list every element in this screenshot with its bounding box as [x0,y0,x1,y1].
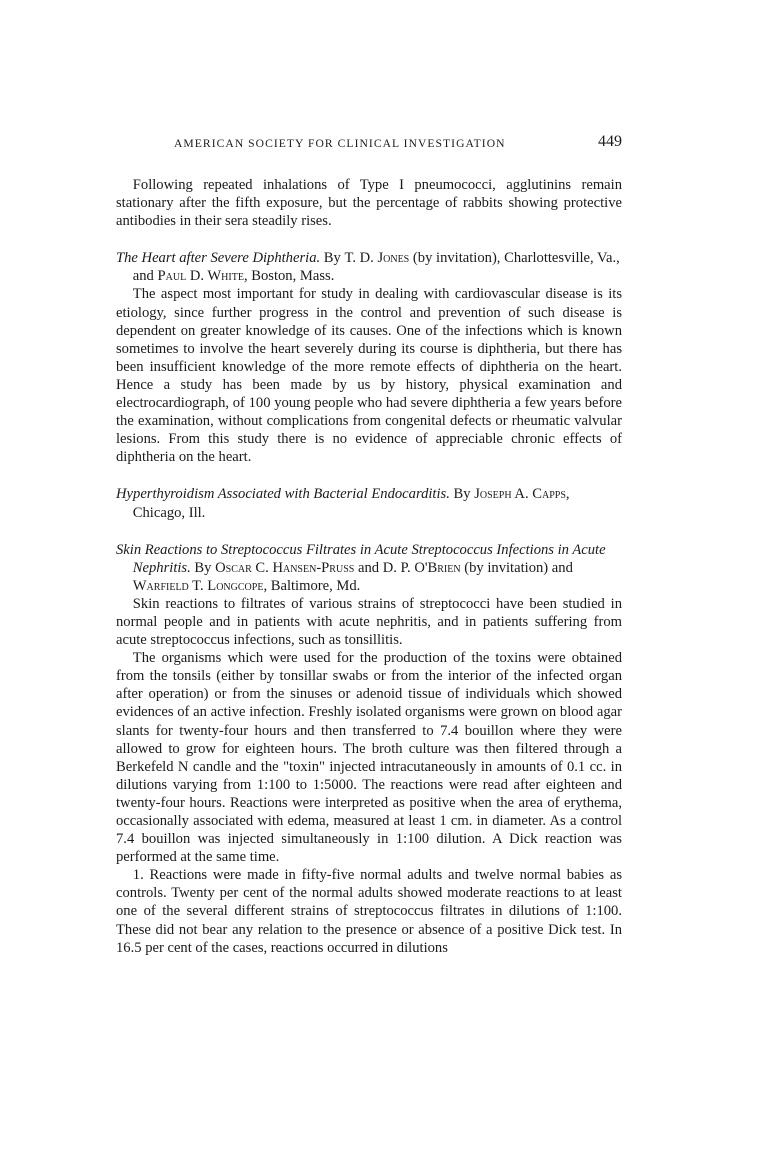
abstract-title: Skin Reactions to Streptococcus Filtrates in Acute Streptococcus Infections in Acute Nephritis. [116,541,606,576]
abstract-title: Hyperthyroidism Associated with Bacterial Endocarditis. [116,486,450,503]
article-body [116,176,622,957]
author-name: Oscar C. Hansen-Pruss [215,559,355,576]
byline-and: and [357,559,380,576]
abstract-title: The Heart after Severe Diphtheria. [116,250,321,267]
author-name: Paul D. White [157,268,244,285]
abstract-paragraph: The aspect most important for study in dealing with cardiovascular disease is its etiology, since further progress in the control and prevention of such disease is dependent on greater knowledge of its causes. One of the infections which is known sometimes to involve the heart severely during its course is diphtheria, but there has been insufficient knowledge of the more remote effects of diphtheria on the heart. Hence a study has been made by us by history, physical examination and electrocardiograph, of 100 young people who had severe diphtheria a few years before the examination, without complications from congenital defects or rheumatic valvular lesions. From this study there is no evidence of appreciable chronic effects of diphtheria on the heart. [116,286,622,466]
author-note: (by invitation) and [464,559,573,576]
running-title: AMERICAN SOCIETY FOR CLINICAL INVESTIGATION [174,137,506,150]
byline-by: By [323,250,341,267]
abstract-paragraph: The organisms which were used for the production of the toxins were obtained from the tonsils (either by tonsillar swabs or from the interior of the infected organ after operation) or from the sinuses or adenoid tissue of individuals which showed evidences of an active infection. Freshly isolated organisms were grown on blood agar slants for twenty-four hours and then transferred to 7.4 bouillon where they were allowed to grow for eighteen hours. The broth culture was then filtered through a Berkefeld N candle and the "toxin" injected intracutaneously in amounts of 0.1 cc. in dilutions varying from 1:100 to 1:5000. The reactions were read after eighteen and twenty-four hours. Reactions were interpreted as positive when the area of erythema, occasionally associated with edema, measured at least 1 cm. in diameter. As a control 7.4 bouillon was injected simultaneously in 1:100 dilution. A Dick reaction was performed at the same time. [116,650,622,866]
byline-by: By [453,486,471,503]
abstract-paragraph: 1. Reactions were made in fifty-five normal adults and twelve normal babies as controls. Twenty per cent of the normal adults showed moderate reactions to at least one of the several different strains of streptococcus filtrates in dilutions of 1:100. These did not bear any relation to the presence or absence of a positive Dick test. In 16.5 per cent of the cases, reactions occurred in dilutions [116,867,622,956]
page-number: 449 [598,133,622,150]
abstract-heading-skin-reactions [116,541,622,595]
author-location: , Chicago, Ill. [132,486,570,521]
author-name: Joseph A. Capps [474,486,566,503]
author-location: , Boston, Mass. [243,268,335,285]
byline-by: By [194,559,212,576]
author-note: (by invitation), Charlottesville, Va., and [132,250,620,285]
abstract-heading-heart-diphtheria [116,249,622,285]
author-name: T. D. Jones [344,250,410,267]
abstract-paragraph: Skin reactions to filtrates of various strains of streptococci have been studied in normal people and in patients with acute nephritis, and in patients suffering from acute streptococcus infections, such as tonsillitis. [116,595,622,649]
carryover-paragraph: Following repeated inhalations of Type I pneumococci, agglutinins remain stationary after the fifth exposure, but the percentage of rabbits showing protective antibodies in their sera steadily rises. [116,177,622,230]
abstract-heading-hyperthyroidism [116,485,622,521]
author-name: Warfield T. Longcope [132,577,264,594]
author-name: D. P. O'Brien [382,559,461,576]
author-location: , Baltimore, Md. [263,577,361,594]
page-header [116,134,622,158]
